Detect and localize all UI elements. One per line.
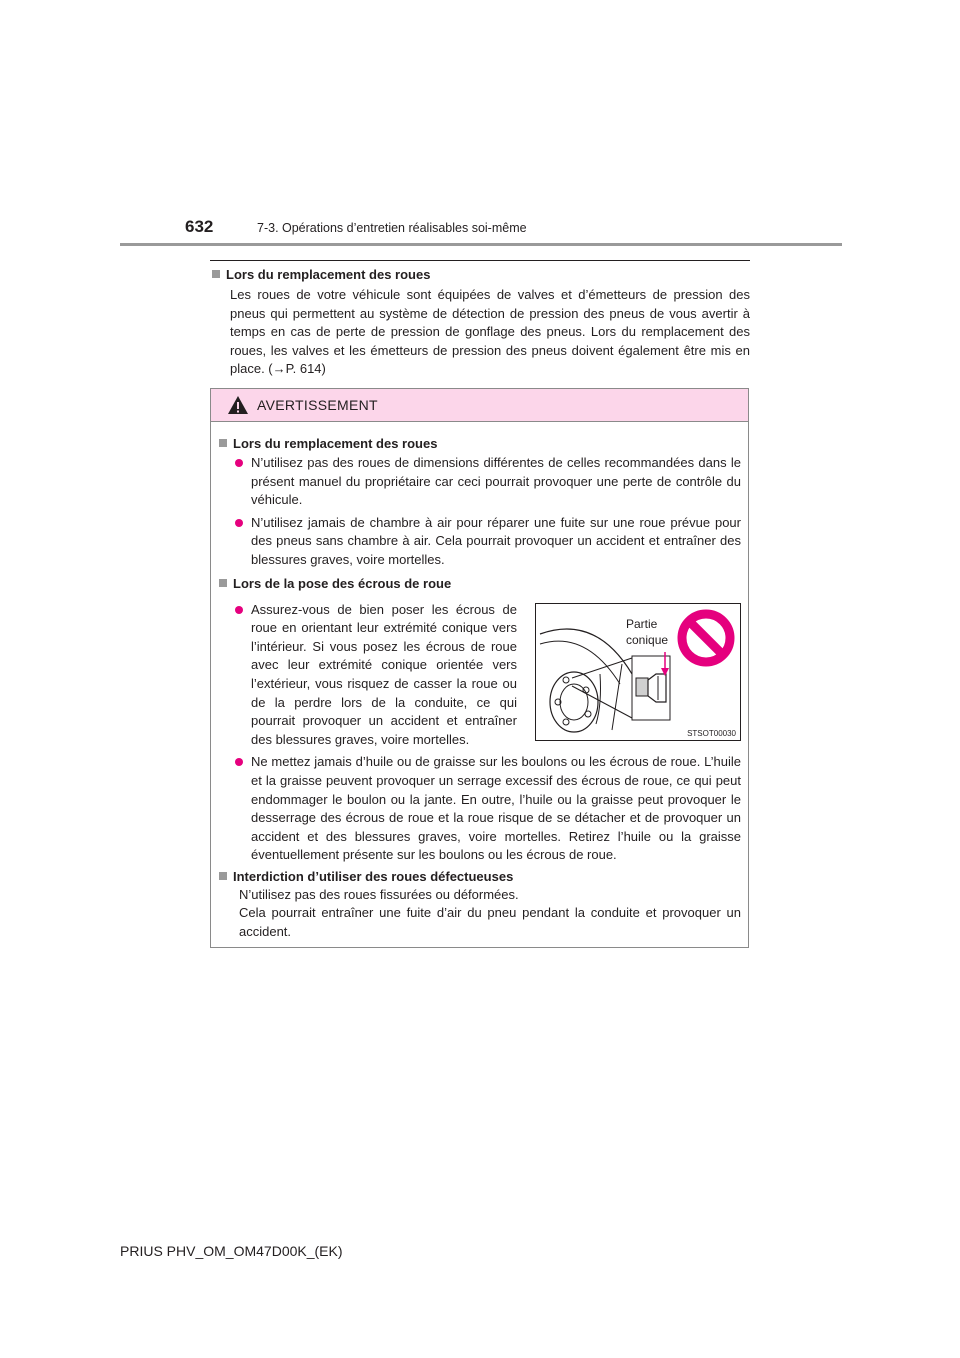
figure-label-line2: conique — [626, 632, 669, 647]
list-item-text: N’utilisez jamais de chambre à air pour réparer une fuite sur une roue prévue pour des pneus sans chambre à air. Cela pourrait provoquer un accident et entraîner des blessures graves, voire mortelles. — [251, 514, 741, 567]
warning-heading-1-text: Lors du remplacement des roues — [233, 436, 438, 451]
warning-heading-1 — [219, 436, 741, 451]
warning-body — [211, 422, 748, 942]
figure-label-line1: Partie — [626, 616, 658, 631]
header-rule — [120, 243, 842, 246]
figure-label — [626, 616, 668, 648]
bullet-dot-icon — [235, 758, 243, 766]
section-title: 7-3. Opérations d’entretien réalisables soi-même — [257, 221, 527, 235]
warning-heading-2 — [219, 576, 741, 591]
warning-header — [211, 389, 748, 422]
square-bullet-icon — [219, 439, 227, 447]
warning-heading-2-text: Lors de la pose des écrous de roue — [233, 575, 452, 591]
intro-heading — [212, 267, 750, 282]
footer-model: PRIUS PHV_OM_OM47D00K_(EK) — [120, 1243, 343, 1259]
intro-text: Les roues de votre véhicule sont équipées de valves et d’émetteurs de pression des pneus qui permettent au système de détection de pression des pneus de vous avertir à temps en cas de perte de pression de gonflage des pneus. Lors du remplacement des roues, les valves et les émetteurs de pression des pneus doivent également être mis en place. (→P. 614) — [230, 287, 750, 377]
list-item-text: Ne mettez jamais d’huile ou de graisse sur les boulons ou les écrous de roue. L’huile et la graisse peuvent provoquer un serrage excessif des écrous de roue, ce qui peut endommager le boulon ou la jante. En outre, l’huile ou la graisse peut provoquer le desserrage des écrous de roue et la roue risque de se détacher et de provoquer un accident et des blessures graves, voire mortelles. Retirez l’huile ou la graisse éventuellement présente sur les boulons ou les écrous de roue. — [251, 754, 741, 863]
bullet-with-figure — [219, 597, 741, 750]
warning-text-line2: Cela pourrait entraîner une fuite d’air du pneu pendant la conduite et provoquer un accident. — [239, 905, 741, 940]
page-number: 632 — [185, 217, 214, 236]
list-item — [219, 601, 517, 750]
wheel-nut-illustration — [535, 603, 741, 741]
figure-code: STSOT00030 — [687, 728, 736, 738]
square-bullet-icon — [219, 872, 227, 880]
bullet-dot-icon — [235, 606, 243, 614]
list-item — [219, 514, 741, 570]
intro-section — [212, 267, 750, 379]
warning-heading-3 — [219, 869, 741, 884]
bullet-dot-icon — [235, 519, 243, 527]
square-bullet-icon — [219, 579, 227, 587]
divider — [210, 260, 750, 261]
list-item — [219, 454, 741, 510]
warning-title: AVERTISSEMENT — [257, 397, 378, 413]
square-bullet-icon — [212, 270, 220, 278]
bullet-dot-icon — [235, 459, 243, 467]
list-item — [219, 753, 741, 865]
list-item-text: N’utilisez pas des roues de dimensions différentes de celles recommandées dans le présent manuel du propriétaire car ceci pourrait provoquer une perte de contrôle du véhicule. — [251, 455, 741, 508]
intro-heading-text: Lors du remplacement des roues — [226, 267, 431, 282]
warning-triangle-icon — [227, 395, 249, 415]
warning-text-line1: N’utilisez pas des roues fissurées ou déformées. — [239, 886, 519, 902]
list-item-text: Assurez-vous de bien poser les écrous de roue en orientant leur extrémité conique vers l’intérieur. Si vous posez les écrous de roue avec leur extrémité conique orientée vers l’extérieur, vous risquez de casser la roue ou de la perdre lors de la conduite, ce qui pourrait provoquer un accident et entraîner des blessures graves, voire mortelles. — [251, 601, 517, 747]
warning-heading-3-text: Interdiction d’utiliser des roues défectueuses — [233, 868, 514, 884]
warning-box — [210, 388, 749, 948]
